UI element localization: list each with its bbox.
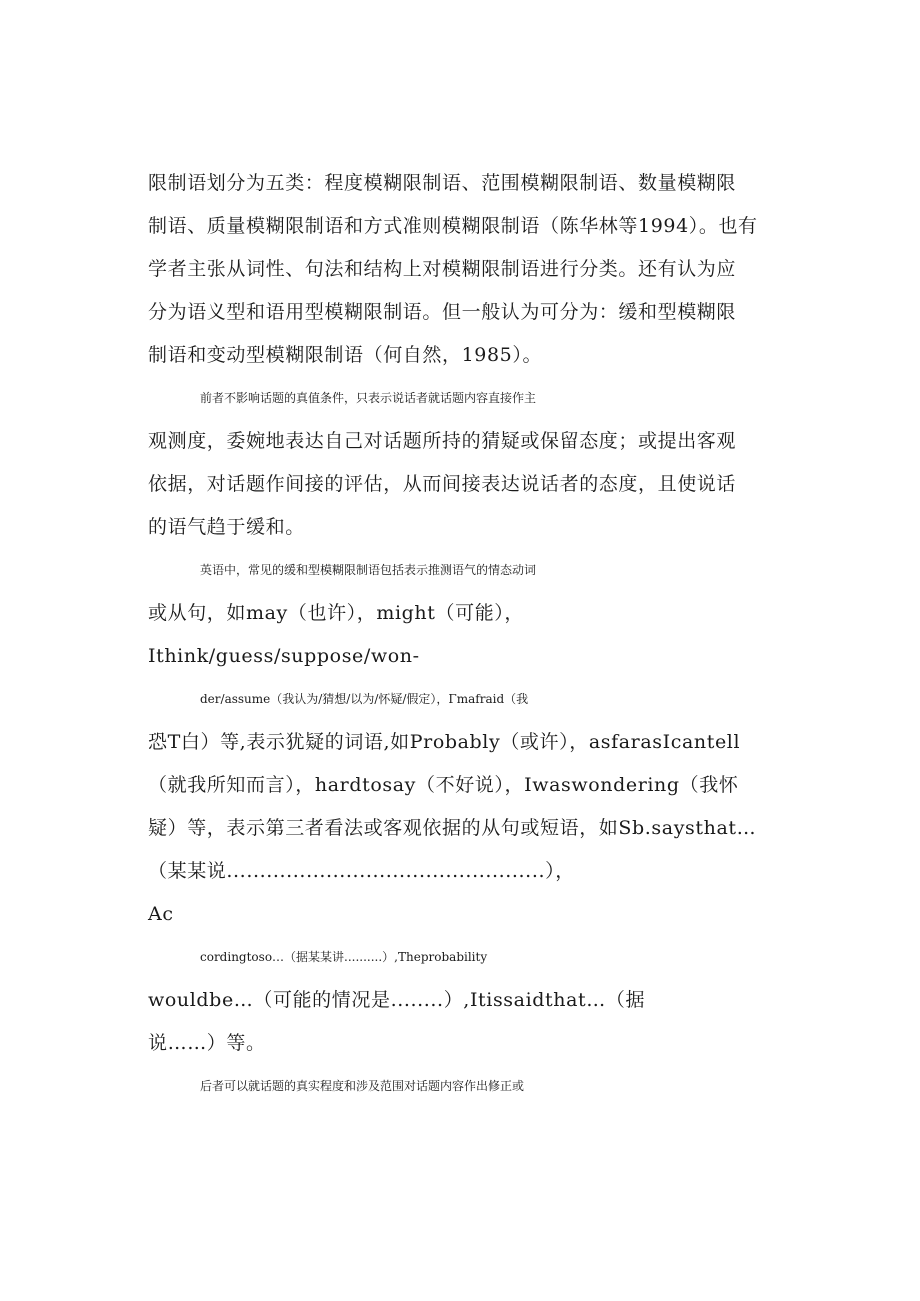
text-line: 学者主张从词性、句法和结构上对模糊限制语进行分类。还有认为应 — [148, 258, 737, 280]
text-line: 英语中，常见的缓和型模糊限制语包括表示推测语气的情态动词 — [200, 563, 537, 577]
text-line: Ac — [148, 903, 174, 925]
text-line: der/assume（我认为/猜想/以为/怀疑/假定），Γmafraid（我 — [200, 692, 529, 706]
text-line: 前者不影响话题的真值条件，只表示说话者就话题内容直接作主 — [200, 391, 537, 405]
text-line: 分为语义型和语用型模糊限制语。但一般认为可分为：缓和型模糊限 — [148, 301, 737, 323]
text-line: 疑）等，表示第三者看法或客观依据的从句或短语，如Sb.saysthat… — [148, 817, 757, 839]
text-line: （某某说................................................）， — [148, 860, 575, 882]
text-line: 恐T白）等,表示犹疑的词语,如Probably（或许），asfarasIcantell — [148, 731, 741, 753]
text-line: 制语、质量模糊限制语和方式准则模糊限制语（陈华林等1994）。也有 — [148, 215, 758, 237]
text-line: wouldbe…（可能的情况是........）,Itissaidthat…（据 — [148, 989, 646, 1011]
text-line: （就我所知而言），hardtosay（不好说），Iwaswondering（我怀 — [148, 774, 739, 796]
text-line: 观测度，委婉地表达自己对话题所持的猜疑或保留态度；或提出客观 — [148, 430, 737, 452]
text-line: 说……）等。 — [148, 1032, 266, 1054]
text-line: 制语和变动型模糊限制语（何自然，1985）。 — [148, 344, 543, 366]
text-line: 或从句，如may（也许），might（可能）， — [148, 602, 525, 624]
text-line: 后者可以就话题的真实程度和涉及范围对话题内容作出修正或 — [200, 1079, 525, 1093]
text-line: 依据，对话题作间接的评估，从而间接表达说话者的态度，且使说话 — [148, 473, 737, 495]
text-line: Ithink/guess/suppose/won- — [148, 645, 420, 667]
text-line: cordingtoso…（据某某讲..........）,Theprobability — [200, 950, 488, 964]
text-line: 限制语划分为五类：程度模糊限制语、范围模糊限制语、数量模糊限 — [148, 172, 737, 194]
text-line: 的语气趋于缓和。 — [148, 516, 305, 538]
